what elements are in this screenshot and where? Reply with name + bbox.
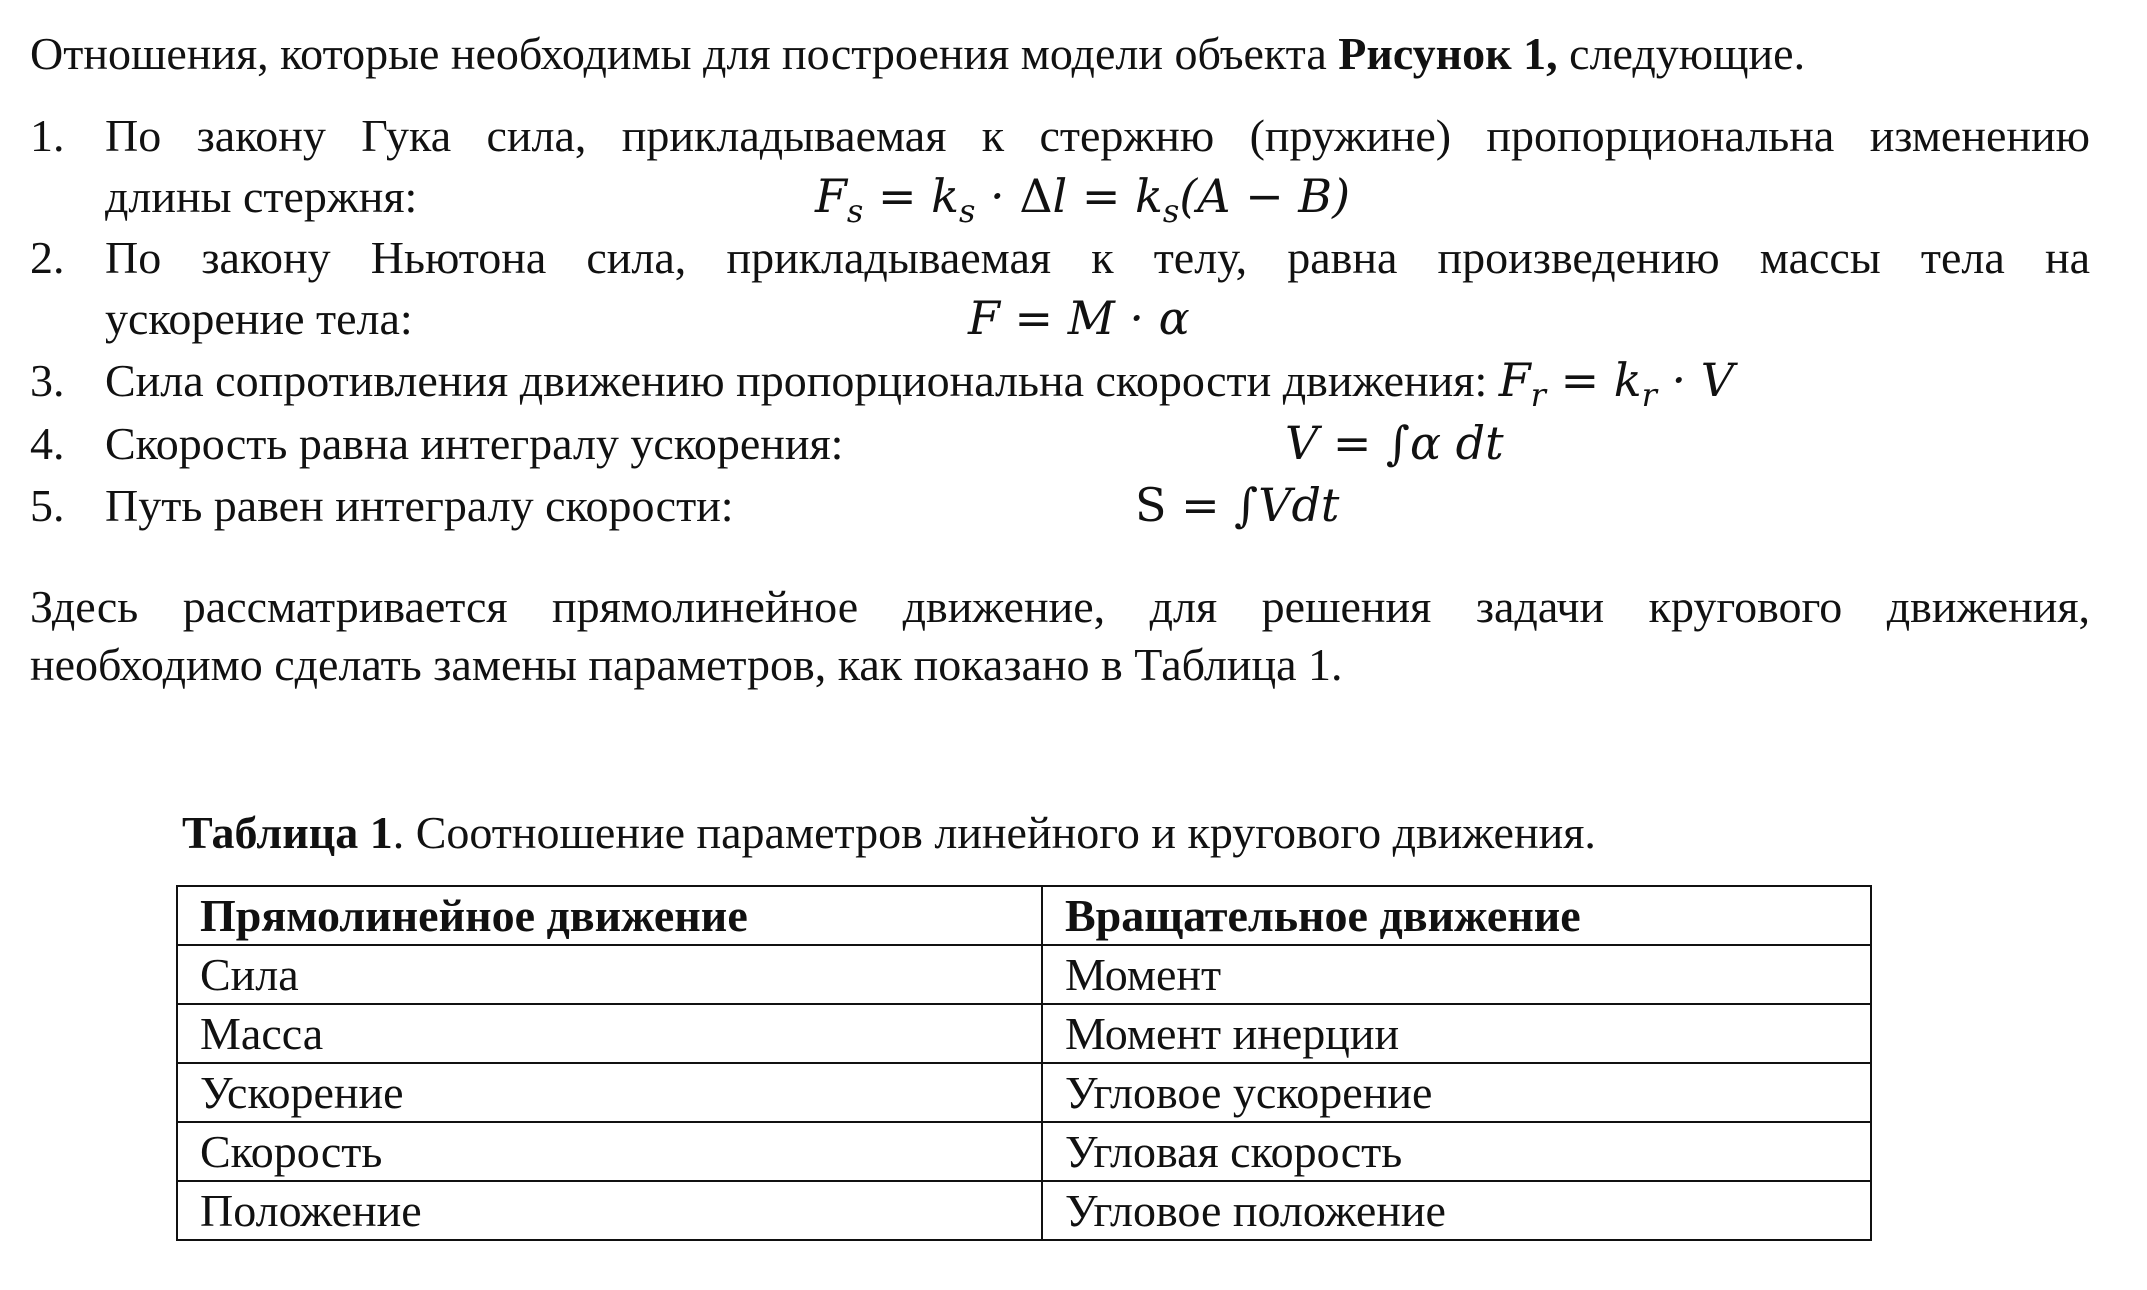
intro-text-after: следующие. <box>1557 28 1806 79</box>
intro-text-before: Отношения, которые необходимы для построения модели объекта <box>30 28 1339 79</box>
list-line-1: Сила сопротивления движению пропорциональна скорости движения: <box>105 355 1488 406</box>
list-line-2: длины стержня: <box>105 171 418 222</box>
formula-resistance: $F_r = k_r \cdot V$ <box>1498 353 1735 414</box>
cell-rotational: Момент <box>1042 945 1871 1004</box>
cell-rotational: Угловое положение <box>1042 1181 1871 1240</box>
cell-rotational: Момент инерции <box>1042 1004 1871 1063</box>
cell-linear: Сила <box>177 945 1042 1004</box>
formula-velocity: V = ∫α dt <box>1285 416 1504 470</box>
explanation-paragraph <box>30 578 2090 694</box>
list-line-1: Скорость равна интегралу ускорения: <box>105 418 844 469</box>
cell-rotational: Угловая скорость <box>1042 1122 1871 1181</box>
cell-linear: Скорость <box>177 1122 1042 1181</box>
list-body <box>105 227 2090 349</box>
parameters-table <box>176 885 1872 1241</box>
intro-figure-ref: Рисунок 1, <box>1338 28 1558 79</box>
list-number: 3. <box>30 355 65 406</box>
list-body <box>105 105 2090 230</box>
table-header-row <box>177 886 1871 945</box>
header-linear: Прямолинейное движение <box>177 886 1042 945</box>
cell-rotational: Угловое ускорение <box>1042 1063 1871 1122</box>
table-caption <box>182 805 1596 861</box>
header-rotational: Вращательное движение <box>1042 886 1871 945</box>
cell-linear: Положение <box>177 1181 1042 1240</box>
list-number: 1. <box>30 110 65 161</box>
table-row <box>177 1181 1871 1240</box>
list-line-1: По закону Ньютона сила, прикладываемая к телу, равна произведению массы тела на <box>105 232 2090 283</box>
list-line-2-row <box>105 288 2090 349</box>
list-body <box>105 350 2090 414</box>
table-caption-text: . Соотношение параметров линейного и кругового движения. <box>392 807 1596 858</box>
list-line-1: Путь равен интегралу скорости: <box>105 480 734 531</box>
table-caption-label: Таблица 1 <box>182 807 393 858</box>
list-body <box>105 413 2090 474</box>
list-line-2: ускорение тела: <box>105 293 413 344</box>
cell-linear: Ускорение <box>177 1063 1042 1122</box>
cell-linear: Масса <box>177 1004 1042 1063</box>
paragraph-line-2: необходимо сделать замены параметров, как показано в Таблица 1. <box>30 639 1343 690</box>
table-row <box>177 945 1871 1004</box>
list-line-1: По закону Гука сила, прикладываемая к стержню (пружине) пропорциональна изменению <box>105 110 2090 161</box>
list-number: 5. <box>30 480 65 531</box>
list-number: 2. <box>30 232 65 283</box>
formula-hooke: $F_s = k_s \cdot \Delta l = k_s(A - B)$ <box>815 169 1351 230</box>
table-row <box>177 1063 1871 1122</box>
paragraph-line-1: Здесь рассматривается прямолинейное движение, для решения задачи кругового движения, <box>30 581 2090 632</box>
table-row <box>177 1122 1871 1181</box>
formula-path: S = ∫Vdt <box>1135 478 1340 532</box>
list-line-2-row <box>105 166 2090 230</box>
intro-sentence <box>30 26 1805 82</box>
list-body <box>105 475 2090 536</box>
list-number: 4. <box>30 418 65 469</box>
formula-newton: F = M · α <box>968 291 1190 345</box>
table-row <box>177 1004 1871 1063</box>
